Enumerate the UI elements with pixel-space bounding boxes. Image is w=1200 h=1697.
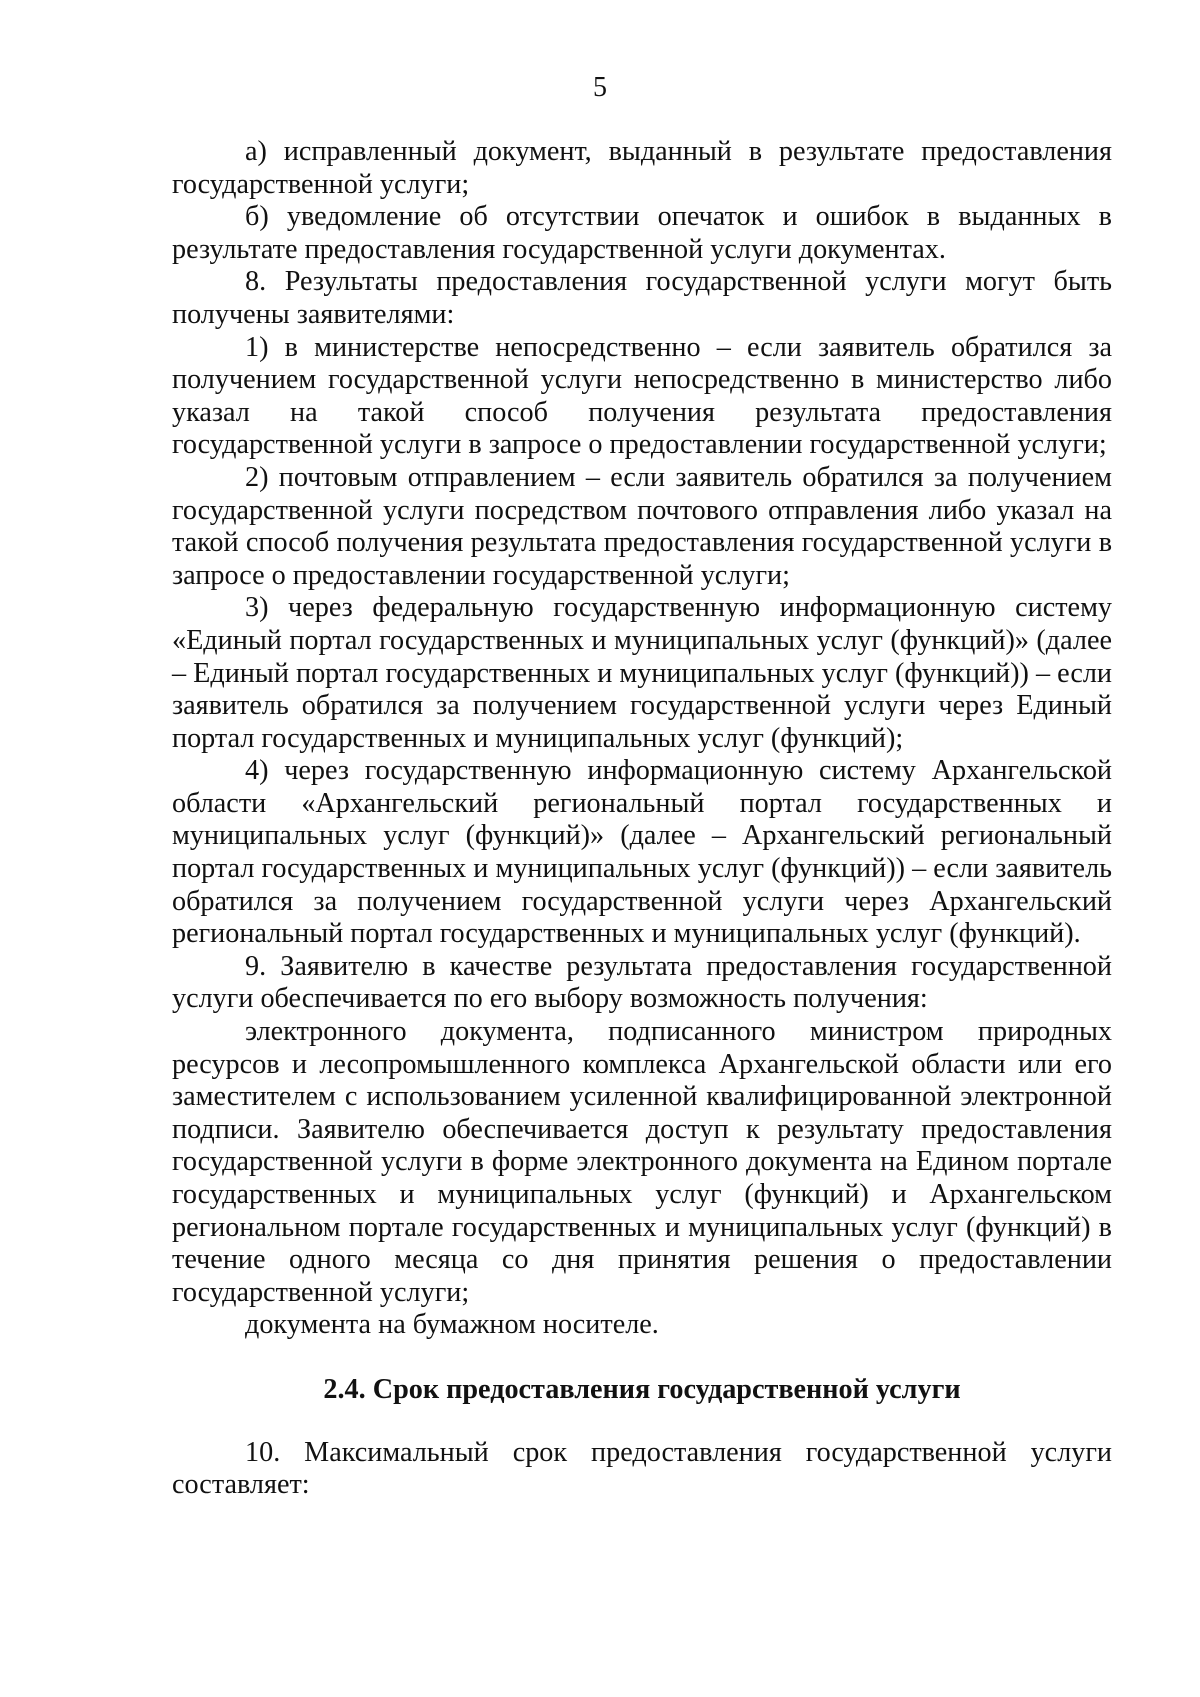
page-number: 5: [593, 72, 607, 103]
paragraph-8-1: 1) в министерстве непосредственно – если заявитель обратился за получением государственной услуги непосредственно в министерство либо указал на такой способ получения результата предоставления государственной услуги в запросе о предоставлении государственной услуги;: [172, 331, 1112, 461]
section-heading: 2.4. Срок предоставления государственной услуги: [323, 1373, 961, 1405]
paragraph-9: 9. Заявителю в качестве результата предоставления государственной услуги обеспечивается по его выбору возможность получения:: [172, 950, 1112, 1015]
paragraph-9-paper: документа на бумажном носителе.: [245, 1309, 659, 1341]
paragraph-item-b: б) уведомление об отсутствии опечаток и ошибок в выданных в результате предоставления государственной услуги документах.: [172, 201, 1112, 265]
paragraph-8-4: 4) через государственную информационную систему Архангельской области «Архангельский региональный портал государственных и муниципальных услуг (функций)» (далее – Архангельский региональный портал государственных и муниципальных услуг (функций)) – если заявитель обратился за получением государственной услуги через Архангельский региональный портал государственных и муниципальных услуг (функций).: [172, 755, 1112, 950]
paragraph-9-electronic: электронного документа, подписанного министром природных ресурсов и лесопромышленного комплекса Архангельской области или его заместителем с использованием усиленной квалифицированной электронной подписи. Заявителю обеспечивается доступ к результату предоставления государственной услуги в форме электронного документа на Едином портале государственных и муниципальных услуг (функций) и Архангельском региональном портале государственных и муниципальных услуг (функций) в течение одного месяца со дня принятия решения о предоставлении государственной услуги;: [172, 1016, 1112, 1308]
paragraph-10: 10. Максимальный срок предоставления государственной услуги составляет:: [172, 1436, 1112, 1501]
paragraph-8-2: 2) почтовым отправлением – если заявитель обратился за получением государственной услуги посредством почтового отправления либо указал на такой способ получения результата предоставления государственной услуги в запросе о предоставлении государственной услуги;: [172, 461, 1112, 591]
paragraph-8: 8. Результаты предоставления государственной услуги могут быть получены заявителями:: [172, 266, 1112, 330]
paragraph-8-3: 3) через федеральную государственную информационную систему «Единый портал государственных и муниципальных услуг (функций)» (далее – Единый портал государственных и муниципальных услуг (функций)) – если заявитель обратился за получением государственной услуги через Единый портал государственных и муниципальных услуг (функций);: [172, 592, 1112, 754]
paragraph-item-a: а) исправленный документ, выданный в результате предоставления государственной услуги;: [172, 136, 1112, 200]
document-body: [172, 136, 1112, 1502]
